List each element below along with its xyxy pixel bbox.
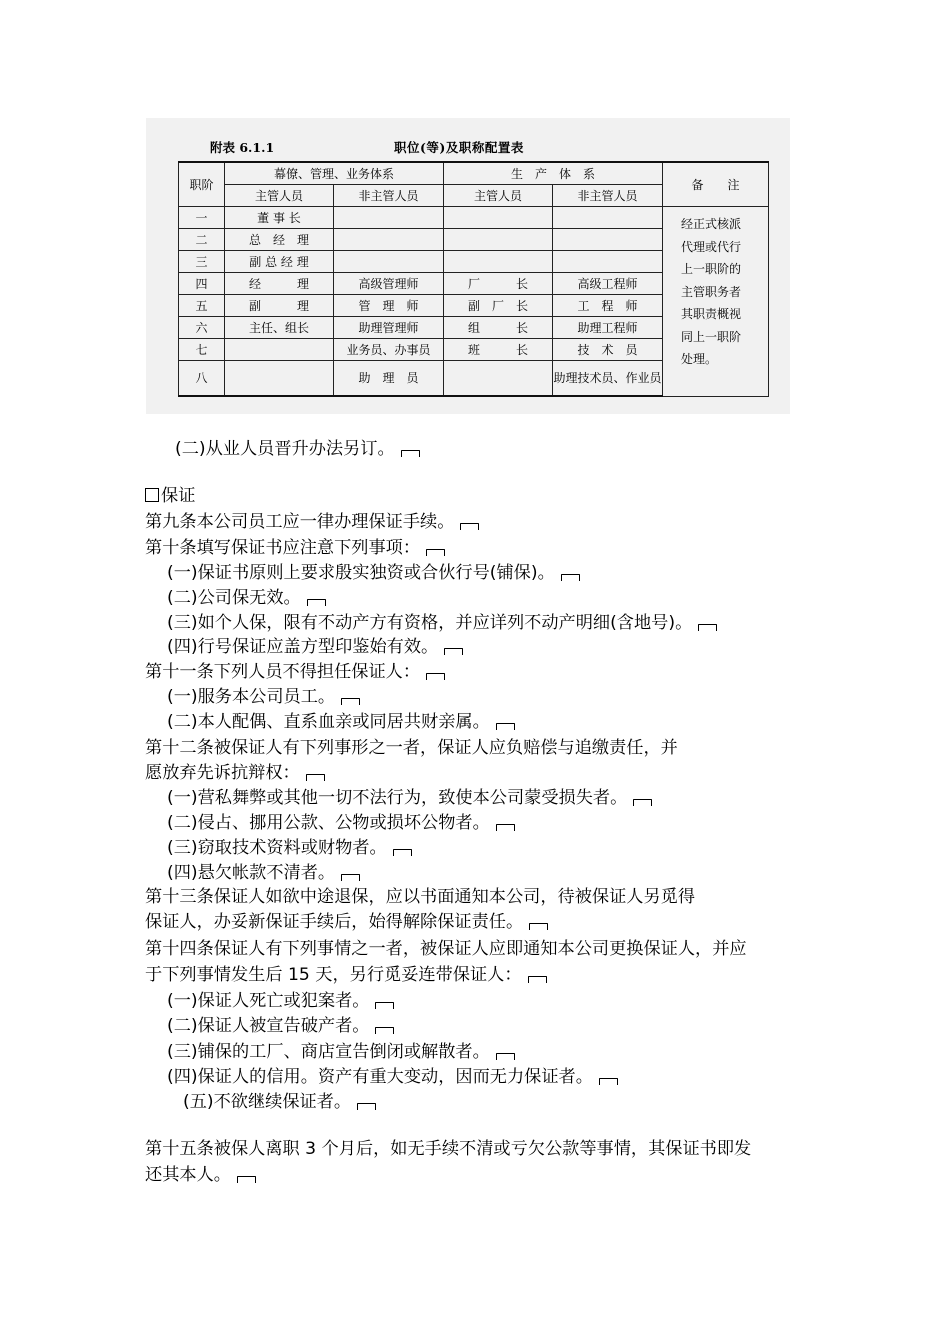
paragraph-mark-icon	[341, 698, 360, 705]
prod-sup-cell	[444, 361, 553, 397]
text-line: 第十三条保证人如欲中途退保，应以书面通知本公司，待被保证人另觅得	[145, 887, 696, 907]
text-line: (四)悬欠帐款不清者。	[167, 861, 360, 885]
note-line: 同上一职阶	[681, 329, 742, 344]
prod-sup-cell: 厂 长	[444, 273, 553, 295]
figure-caption-title: 职位(等)及职称配置表	[394, 140, 524, 155]
header-admin-system: 幕僚、管理、业务体系	[225, 162, 444, 185]
admin-sup-cell: 副 总 经 理	[225, 251, 334, 273]
paragraph-mark-icon	[237, 1176, 256, 1183]
admin-sup-cell: 主任、组长	[225, 317, 334, 339]
prod-sup-cell	[444, 207, 553, 229]
header-admin-nonsupervisor: 非主管人员	[334, 185, 444, 207]
text-line: (四)保证人的信用。资产有重大变动，因而无力保证者。	[167, 1065, 618, 1089]
prod-non-cell: 技 术 员	[553, 339, 663, 361]
header-remarks: 备 注	[663, 162, 769, 207]
header-production-system: 生 产 体 系	[444, 162, 663, 185]
text-line: (二)公司保无效。	[167, 586, 326, 610]
rank-cell: 六	[179, 317, 225, 339]
position-title-table	[178, 161, 769, 397]
text-line: 于下列事情发生后 15 天，另行觅妥连带保证人：	[145, 963, 547, 987]
header-prod-nonsupervisor: 非主管人员	[553, 185, 663, 207]
paragraph-mark-icon	[561, 574, 580, 581]
paragraph-mark-icon	[393, 849, 412, 856]
rank-cell: 二	[179, 229, 225, 251]
paragraph-mark-icon	[401, 450, 420, 457]
admin-non-cell: 高级管理师	[334, 273, 444, 295]
text-line: 保证人，办妥新保证手续后，始得解除保证责任。	[145, 910, 548, 934]
admin-sup-cell	[225, 339, 334, 361]
text-line: (一)保证书原则上要求殷实独资或合伙行号(铺保)。	[167, 561, 580, 585]
paragraph-mark-icon	[633, 799, 652, 806]
note-line: 处理。	[681, 352, 718, 366]
header-prod-supervisor: 主管人员	[444, 185, 553, 207]
paragraph-mark-icon	[529, 923, 548, 930]
admin-non-cell: 管 理 师	[334, 295, 444, 317]
prod-sup-cell: 班 长	[444, 339, 553, 361]
text-line: 第十条填写保证书应注意下列事项：	[145, 536, 445, 560]
section-heading: 保证	[145, 484, 195, 508]
paragraph-mark-icon	[698, 624, 717, 631]
text-line: (四)行号保证应盖方型印鉴始有效。	[167, 635, 463, 659]
text-line: 第十二条被保证人有下列事形之一者，保证人应负赔偿与追缴责任，并	[145, 738, 678, 758]
text-line: (二)侵占、挪用公款、公物或损坏公物者。	[167, 811, 515, 835]
rank-cell: 一	[179, 207, 225, 229]
paragraph-mark-icon	[357, 1103, 376, 1110]
prod-non-cell: 高级工程师	[553, 273, 663, 295]
admin-sup-cell: 经 理	[225, 273, 334, 295]
text-line: 愿放弃先诉抗辩权：	[145, 761, 325, 785]
rank-cell: 五	[179, 295, 225, 317]
admin-sup-cell	[225, 361, 334, 397]
admin-non-cell: 业务员、办事员	[334, 339, 444, 361]
paragraph-mark-icon	[496, 1053, 515, 1060]
prod-sup-cell: 副 厂 长	[444, 295, 553, 317]
text-line: (一)营私舞弊或其他一切不法行为，致使本公司蒙受损失者。	[167, 786, 652, 810]
header-admin-supervisor: 主管人员	[225, 185, 334, 207]
admin-non-cell	[334, 207, 444, 229]
paragraph-mark-icon	[444, 648, 463, 655]
note-line: 其职责概视	[681, 307, 742, 321]
paragraph-mark-icon	[426, 673, 445, 680]
rank-cell: 八	[179, 361, 225, 397]
paragraph-mark-icon	[460, 523, 479, 530]
paragraph-mark-icon	[496, 723, 515, 730]
admin-sup-cell: 总 经 理	[225, 229, 334, 251]
paragraph-mark-icon	[307, 599, 326, 606]
text-line: (一)服务本公司员工。	[167, 685, 360, 709]
note-line: 经正式核派	[681, 217, 742, 231]
admin-non-cell	[334, 251, 444, 273]
text-line: (一)保证人死亡或犯案者。	[167, 989, 394, 1013]
note-line: 主管职务者	[681, 284, 742, 299]
text-line: (三)如个人保，限有不动产方有资格，并应详列不动产明细(含地号)。	[167, 611, 717, 635]
rank-cell: 四	[179, 273, 225, 295]
text-line: 第十五条被保人离职 3 个月后，如无手续不清或亏欠公款等事情，其保证书即发	[145, 1139, 752, 1159]
prod-sup-cell: 组 长	[444, 317, 553, 339]
text-line: (三)窃取技术资料或财物者。	[167, 836, 412, 860]
prod-non-cell	[553, 251, 663, 273]
table-figure	[146, 118, 790, 414]
admin-sup-cell: 董 事 长	[225, 207, 334, 229]
text-line: (二)从业人员晋升办法另订。	[175, 437, 420, 461]
text-line: 第十一条下列人员不得担任保证人：	[145, 660, 445, 684]
note-line: 代理或代行	[681, 239, 742, 254]
admin-non-cell: 助理管理师	[334, 317, 444, 339]
paragraph-mark-icon	[496, 824, 515, 831]
paragraph-mark-icon	[306, 774, 325, 781]
prod-sup-cell	[444, 251, 553, 273]
paragraph-mark-icon	[426, 549, 445, 556]
admin-sup-cell: 副 理	[225, 295, 334, 317]
text-line: (五)不欲继续保证者。	[183, 1090, 376, 1114]
paragraph-mark-icon	[375, 1027, 394, 1034]
prod-non-cell	[553, 207, 663, 229]
text-line: 还其本人。	[145, 1163, 256, 1187]
paragraph-mark-icon	[528, 976, 547, 983]
admin-non-cell: 助 理 员	[334, 361, 444, 397]
paragraph-mark-icon	[375, 1002, 394, 1009]
text-line: 第九条本公司员工应一律办理保证手续。	[145, 510, 479, 534]
figure-caption-number: 附表 6.1.1	[210, 140, 275, 155]
text-line: (二)保证人被宣告破产者。	[167, 1014, 394, 1038]
remarks-note	[663, 207, 769, 397]
note-line: 上一职阶的	[681, 262, 742, 276]
prod-sup-cell	[444, 229, 553, 251]
table-row	[179, 207, 769, 229]
rank-cell: 七	[179, 339, 225, 361]
prod-non-cell: 助理工程师	[553, 317, 663, 339]
text-line: (三)铺保的工厂、商店宣告倒闭或解散者。	[167, 1040, 515, 1064]
paragraph-mark-icon	[341, 874, 360, 881]
paragraph-mark-icon	[599, 1078, 618, 1085]
checkbox-square-icon	[145, 488, 159, 502]
admin-non-cell	[334, 229, 444, 251]
prod-non-cell	[553, 229, 663, 251]
prod-non-cell: 助理技术员、作业员	[553, 361, 663, 397]
text-line: 第十四条保证人有下列事情之一者，被保证人应即通知本公司更换保证人，并应	[145, 939, 747, 959]
text-line: (二)本人配偶、直系血亲或同居共财亲属。	[167, 710, 515, 734]
rank-cell: 三	[179, 251, 225, 273]
prod-non-cell: 工 程 师	[553, 295, 663, 317]
header-rank: 职阶	[179, 162, 225, 207]
